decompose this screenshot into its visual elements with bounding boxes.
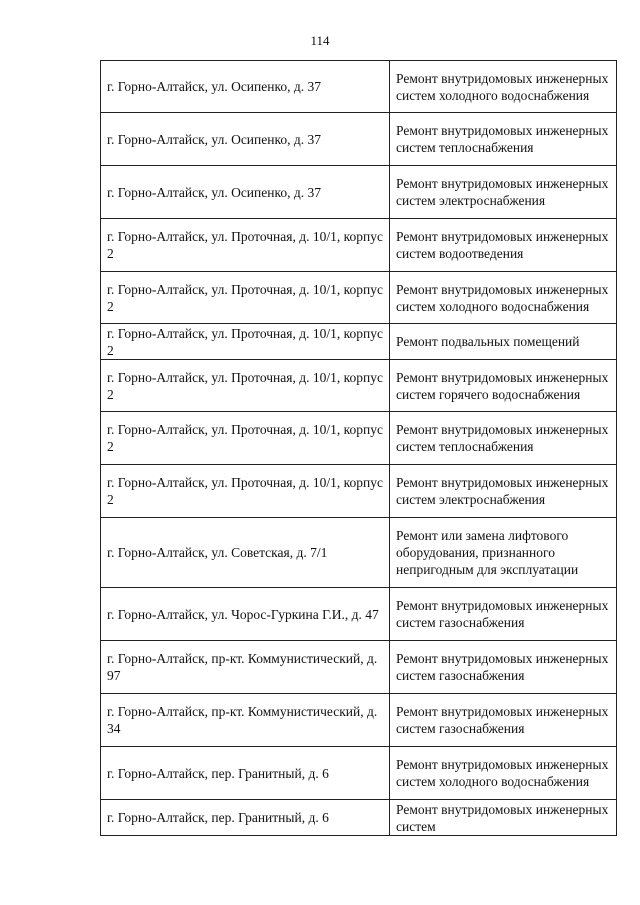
work-cell: Ремонт подвальных помещений bbox=[390, 324, 617, 360]
table-row bbox=[101, 272, 617, 324]
work-cell: Ремонт внутридомовых инженерных систем холодного водоснабжения bbox=[390, 272, 617, 324]
works-table bbox=[100, 60, 617, 836]
work-cell: Ремонт внутридомовых инженерных систем горячего водоснабжения bbox=[390, 360, 617, 412]
work-cell: Ремонт внутридомовых инженерных систем теплоснабжения bbox=[390, 113, 617, 166]
address-cell: г. Горно-Алтайск, пер. Гранитный, д. 6 bbox=[101, 747, 390, 800]
table-row bbox=[101, 412, 617, 465]
table-row bbox=[101, 518, 617, 588]
table-row bbox=[101, 694, 617, 747]
address-cell: г. Горно-Алтайск, ул. Чорос-Гуркина Г.И., д. 47 bbox=[101, 588, 390, 641]
address-cell: г. Горно-Алтайск, ул. Советская, д. 7/1 bbox=[101, 518, 390, 588]
work-cell: Ремонт внутридомовых инженерных систем холодного водоснабжения bbox=[390, 747, 617, 800]
address-cell: г. Горно-Алтайск, пер. Гранитный, д. 6 bbox=[101, 800, 390, 836]
address-cell: г. Горно-Алтайск, ул. Проточная, д. 10/1, корпус 2 bbox=[101, 465, 390, 518]
page-number: 114 bbox=[310, 33, 330, 48]
works-table-body bbox=[101, 61, 617, 836]
address-cell: г. Горно-Алтайск, ул. Проточная, д. 10/1, корпус 2 bbox=[101, 219, 390, 272]
table-row bbox=[101, 641, 617, 694]
table-row bbox=[101, 747, 617, 800]
work-cell: Ремонт внутридомовых инженерных систем водоотведения bbox=[390, 219, 617, 272]
address-cell: г. Горно-Алтайск, ул. Осипенко, д. 37 bbox=[101, 113, 390, 166]
address-cell: г. Горно-Алтайск, пр-кт. Коммунистический, д. 97 bbox=[101, 641, 390, 694]
address-cell: г. Горно-Алтайск, пр-кт. Коммунистический, д. 34 bbox=[101, 694, 390, 747]
table-row bbox=[101, 588, 617, 641]
work-cell: Ремонт внутридомовых инженерных систем холодного водоснабжения bbox=[390, 61, 617, 113]
work-cell: Ремонт внутридомовых инженерных систем газоснабжения bbox=[390, 588, 617, 641]
work-cell: Ремонт внутридомовых инженерных систем газоснабжения bbox=[390, 641, 617, 694]
address-cell: г. Горно-Алтайск, ул. Осипенко, д. 37 bbox=[101, 166, 390, 219]
table-row bbox=[101, 113, 617, 166]
work-cell: Ремонт или замена лифтового оборудования, признанного непригодным для эксплуатации bbox=[390, 518, 617, 588]
address-cell: г. Горно-Алтайск, ул. Осипенко, д. 37 bbox=[101, 61, 390, 113]
work-cell: Ремонт внутридомовых инженерных систем электроснабжения bbox=[390, 465, 617, 518]
address-cell: г. Горно-Алтайск, ул. Проточная, д. 10/1, корпус 2 bbox=[101, 272, 390, 324]
table-row bbox=[101, 465, 617, 518]
table-row bbox=[101, 324, 617, 360]
table-row bbox=[101, 800, 617, 836]
address-cell: г. Горно-Алтайск, ул. Проточная, д. 10/1, корпус 2 bbox=[101, 412, 390, 465]
work-cell: Ремонт внутридомовых инженерных систем bbox=[390, 800, 617, 836]
work-cell: Ремонт внутридомовых инженерных систем электроснабжения bbox=[390, 166, 617, 219]
table-row bbox=[101, 360, 617, 412]
address-cell: г. Горно-Алтайск, ул. Проточная, д. 10/1, корпус 2 bbox=[101, 324, 390, 360]
address-cell: г. Горно-Алтайск, ул. Проточная, д. 10/1, корпус 2 bbox=[101, 360, 390, 412]
work-cell: Ремонт внутридомовых инженерных систем теплоснабжения bbox=[390, 412, 617, 465]
table-row bbox=[101, 166, 617, 219]
work-cell: Ремонт внутридомовых инженерных систем газоснабжения bbox=[390, 694, 617, 747]
table-row bbox=[101, 61, 617, 113]
table-row bbox=[101, 219, 617, 272]
